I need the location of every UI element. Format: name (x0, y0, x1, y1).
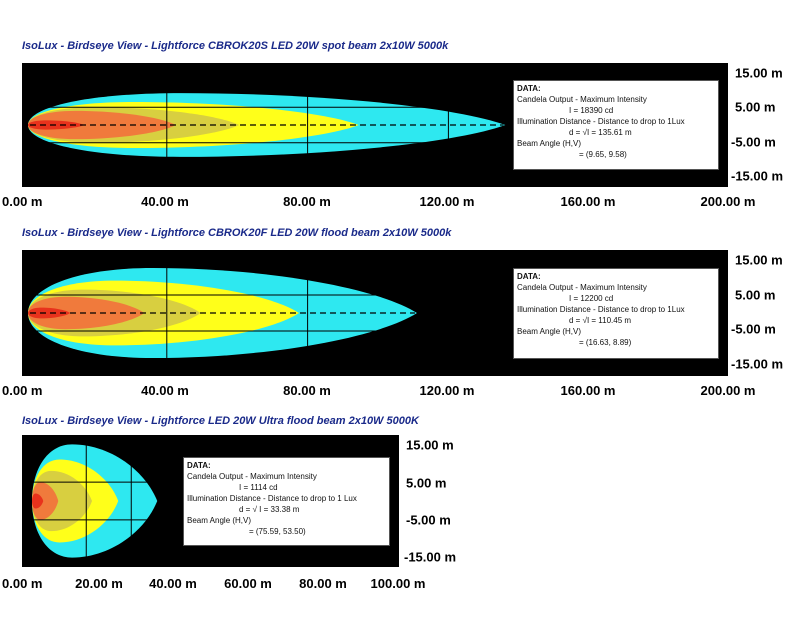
distance-label: Illumination Distance - Distance to drop to 1Lux (517, 117, 685, 126)
x-tick: 200.00 m (700, 194, 756, 209)
x-tick: 200.00 m (700, 383, 756, 398)
x-tick: 0.00 m (2, 194, 43, 209)
chart-title-ultra-flood: IsoLux - Birdseye View - Lightforce LED 20W Ultra flood beam 2x10W 5000K (22, 415, 419, 427)
distance-label: Illumination Distance - Distance to drop to 1 Lux (187, 494, 357, 503)
data-box-spot (513, 80, 719, 170)
beam-angle-label: Beam Angle (H,V) (517, 139, 582, 148)
data-header: DATA: (517, 84, 541, 93)
x-tick: 80.00 m (283, 383, 331, 398)
x-tick: 0.00 m (2, 383, 43, 398)
chart-title-flood: IsoLux - Birdseye View - Lightforce CBROK20F LED 20W flood beam 2x10W 5000k (22, 227, 452, 239)
distance-value: d = √I = 110.45 m (569, 316, 632, 325)
data-box-flood (513, 268, 719, 359)
x-tick: 40.00 m (149, 576, 197, 591)
candela-value: I = 12200 cd (569, 294, 614, 303)
y-tick: 15.00 m (735, 252, 783, 268)
x-tick: 120.00 m (419, 194, 475, 209)
beam-angle-value: = (75.59, 53.50) (249, 527, 306, 536)
candela-label: Candela Output - Maximum Intensity (187, 472, 317, 481)
distance-label: Illumination Distance - Distance to drop to 1Lux (517, 305, 685, 314)
x-tick: 80.00 m (299, 576, 347, 591)
x-tick: 20.00 m (75, 576, 123, 591)
x-tick: 100.00 m (370, 576, 426, 591)
y-tick: 15.00 m (735, 65, 783, 81)
beam-angle-value: = (16.63, 8.89) (579, 338, 632, 347)
data-header: DATA: (187, 461, 211, 470)
x-tick: 40.00 m (141, 194, 189, 209)
x-tick: 80.00 m (283, 194, 331, 209)
y-tick: 5.00 m (406, 475, 447, 491)
x-tick: 40.00 m (141, 383, 189, 398)
data-header: DATA: (517, 272, 541, 281)
x-tick: 120.00 m (419, 383, 475, 398)
chart-title-spot: IsoLux - Birdseye View - Lightforce CBROK20S LED 20W spot beam 2x10W 5000k (22, 40, 449, 52)
distance-value: d = √I = 135.61 m (569, 128, 632, 137)
x-tick: 0.00 m (2, 576, 43, 591)
y-tick: 15.00 m (406, 437, 454, 453)
y-tick: -15.00 m (404, 549, 457, 565)
candela-value: I = 1114 cd (239, 483, 278, 492)
y-tick: 5.00 m (735, 99, 776, 115)
beam-angle-value: = (9.65, 9.58) (579, 150, 627, 159)
x-tick: 160.00 m (560, 194, 616, 209)
y-tick: -5.00 m (731, 134, 776, 150)
x-tick: 160.00 m (560, 383, 616, 398)
beam-angle-label: Beam Angle (H,V) (187, 516, 252, 525)
y-tick: -15.00 m (731, 168, 784, 184)
data-box-ultra-flood (183, 457, 390, 546)
x-tick: 60.00 m (224, 576, 272, 591)
candela-label: Candela Output - Maximum Intensity (517, 283, 647, 292)
y-tick: -5.00 m (731, 321, 776, 337)
distance-value: d = √ I = 33.38 m (239, 505, 300, 514)
y-tick: -5.00 m (406, 512, 451, 528)
candela-value: I = 18390 cd (569, 106, 614, 115)
y-tick: -15.00 m (731, 356, 784, 372)
beam-angle-label: Beam Angle (H,V) (517, 327, 582, 336)
y-tick: 5.00 m (735, 287, 776, 303)
candela-label: Candela Output - Maximum Intensity (517, 95, 647, 104)
